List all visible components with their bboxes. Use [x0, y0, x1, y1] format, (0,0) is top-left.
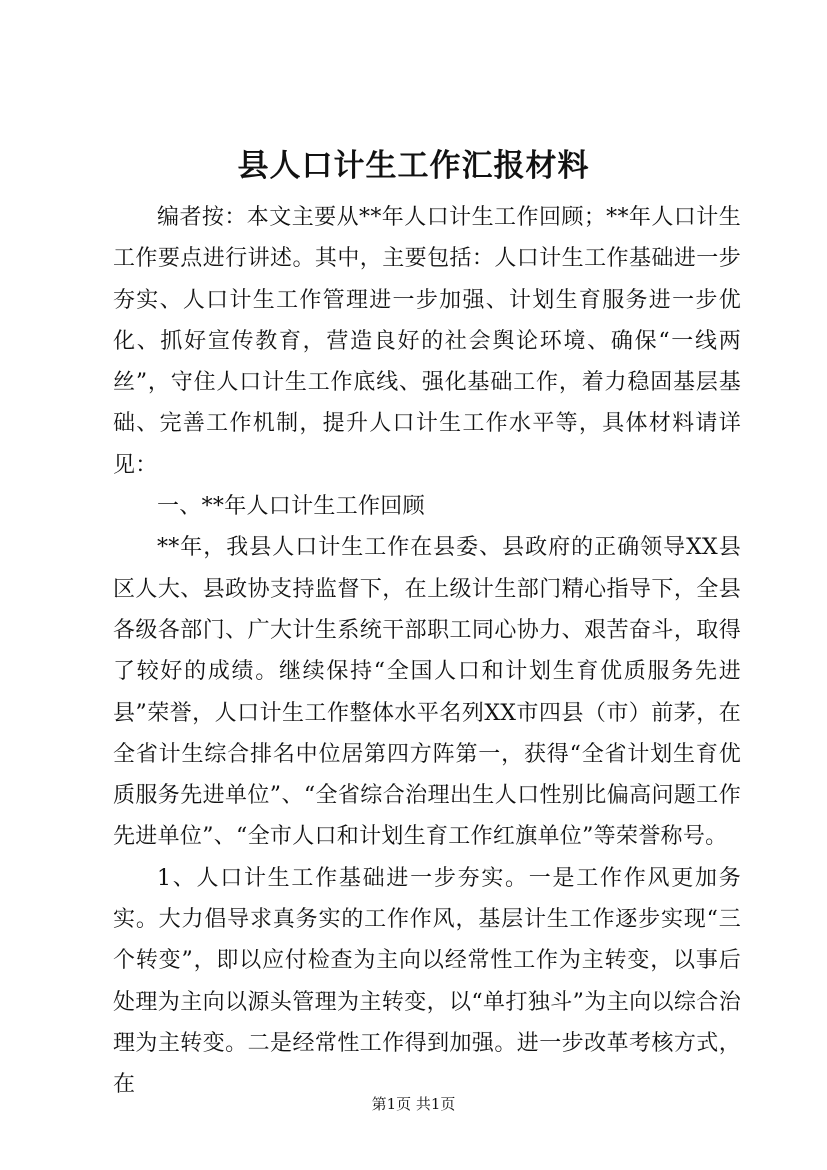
point-one-paragraph: 1、人口计生工作基础进一步夯实。一是工作作风更加务实。大力倡导求真务实的工作作风，基层计生工作逐步实现“三个转变”，即以应付检查为主向以经常性工作为主转变，以事后处理为主向以源头管理为主转变，以“单打独斗”为主向以综合治理为主转变。二是经常性工作得到加强。进一步改革考核方式，在 — [113, 865, 741, 1098]
section-heading: 一、**年人口计生工作回顾 — [157, 494, 425, 520]
document-title: 县人口计生工作汇报材料 — [237, 148, 590, 184]
editor-note-paragraph: 编者按：本文主要从**年人口计生工作回顾；**年人口计生工作要点进行讲述。其中，主要包括：人口计生工作基础进一步夯实、人口计生工作管理进一步加强、计划生育服务进一步优化、抓好宣传教育，营造良好的社会舆论环境、确保“一线两丝”，守住人口计生工作底线、强化基础工作，着力稳固基层基础、完善工作机制，提升人口计生工作水平等，具体材料请详见： — [113, 205, 741, 478]
page-footer: 第1页 共1页 — [371, 1095, 456, 1113]
review-paragraph: **年，我县人口计生工作在县委、县政府的正确领导XX县区人大、县政协支持监督下，在上级计生部门精心指导下，全县各级各部门、广大计生系统干部职工同心协力、艰苦奋斗，取得了较好的成绩。继续保持“全国人口和计划生育优质服务先进县”荣誉，人口计生工作整体水平名列XX市四县（市）前茅，在全省计生综合排名中位居第四方阵第一，获得“全省计划生育优质服务先进单位”、“全省综合治理出生人口性别比偏高问题工作先进单位”、“全市人口和计划生育工作红旗单位”等荣誉称号。 — [113, 535, 741, 850]
document-body — [113, 197, 741, 1106]
